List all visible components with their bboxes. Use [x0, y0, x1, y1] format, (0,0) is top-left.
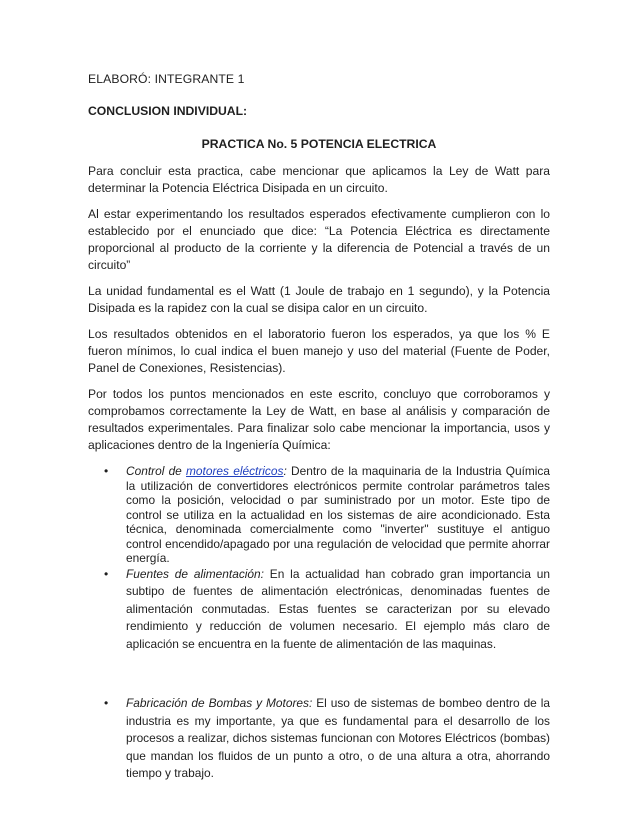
list-item-motor-control [88, 464, 550, 566]
list-item-pumps-motors [88, 695, 550, 783]
bullet-icon: • [104, 696, 109, 710]
paragraph-intro: Para concluir esta practica, cabe mencionar que aplicamos la Ley de Watt para determinar la Potencia Eléctrica Disipada en un circuito. [88, 164, 550, 195]
item-term: Fabricación de Bombas y Motores: [126, 696, 313, 710]
author-line: ELABORÓ: INTEGRANTE 1 [88, 72, 245, 86]
paragraph-results: Al estar experimentando los resultados esperados efectivamente cumplieron con lo establecido por el enunciado que dice: “La Potencia Eléctrica es directamente proporcional al producto de la corriente y la diferencia de Potencial a través de un circuito” [88, 207, 550, 272]
item-term-suffix: : [283, 464, 287, 478]
item-text: El uso de sistemas de bombeo dentro de la industria es my importante, ya que es fundamental para el desarrollo de los procesos a realizar, dichos sistemas funcionan con Motores Eléctricos (bombas) que mandan los fluidos de un punto a otro, o de una altura a otra, ahorrando tiempo y trabajo. [126, 696, 550, 780]
applications-list [88, 464, 550, 783]
conclusion-heading: CONCLUSION INDIVIDUAL: [88, 104, 248, 118]
paragraph-unit: La unidad fundamental es el Watt (1 Joule de trabajo en 1 segundo), y la Potencia Disipada es la rapidez con la cual se disipa calor en un circuito. [88, 284, 550, 315]
item-text: En la actualidad han cobrado gran importancia un subtipo de fuentes de alimentación electrónicas, denominadas fuentes de alimentación conmutadas. Estas fuentes se caracterizan por su elevado rendimiento y reducción de volumen necesario. El ejemplo más claro de aplicación se encuentra en la fuente de alimentación de las maquinas. [126, 566, 551, 651]
item-text: Dentro de la maquinaria de la Industria Química la utilización de convertidores electrónicos permite controlar parámetros tales como la posición, velocidad o par suministrado por un motor. Este tipo de control se utiliza en la actualidad en los sistemas de aire acondicionado. Esta técnica, denominada comercialmente como "inverter" sustituye el antiguo control encendido/apagado por una regulación de velocidad que permite ahorrar energía. [126, 464, 550, 565]
item-term: Fuentes de alimentación: [126, 566, 264, 581]
paragraph-lab: Los resultados obtenidos en el laboratorio fueron los esperados, ya que los % E fueron mínimos, lo cual indica el buen manejo y uso del material (Fuente de Poder, Panel de Conexiones, Resistencias). [88, 327, 550, 375]
paragraph-closing: Por todos los puntos mencionados en este escrito, concluyo que corroboramos y comprobamos correctamente la Ley de Watt, en base al análisis y comparación de resultados experimentales. Para finalizar solo cabe mencionar la importancia, usos y aplicaciones dentro de la Ingeniería Química: [88, 387, 550, 452]
practice-title: PRACTICA No. 5 POTENCIA ELECTRICA [201, 137, 437, 151]
document-body [88, 163, 550, 783]
list-item-power-supplies [88, 566, 550, 654]
electric-motors-link[interactable]: motores eléctricos [186, 464, 284, 478]
bullet-icon: • [104, 566, 109, 581]
item-term-prefix: Control de [126, 464, 187, 478]
bullet-icon: • [104, 464, 109, 478]
